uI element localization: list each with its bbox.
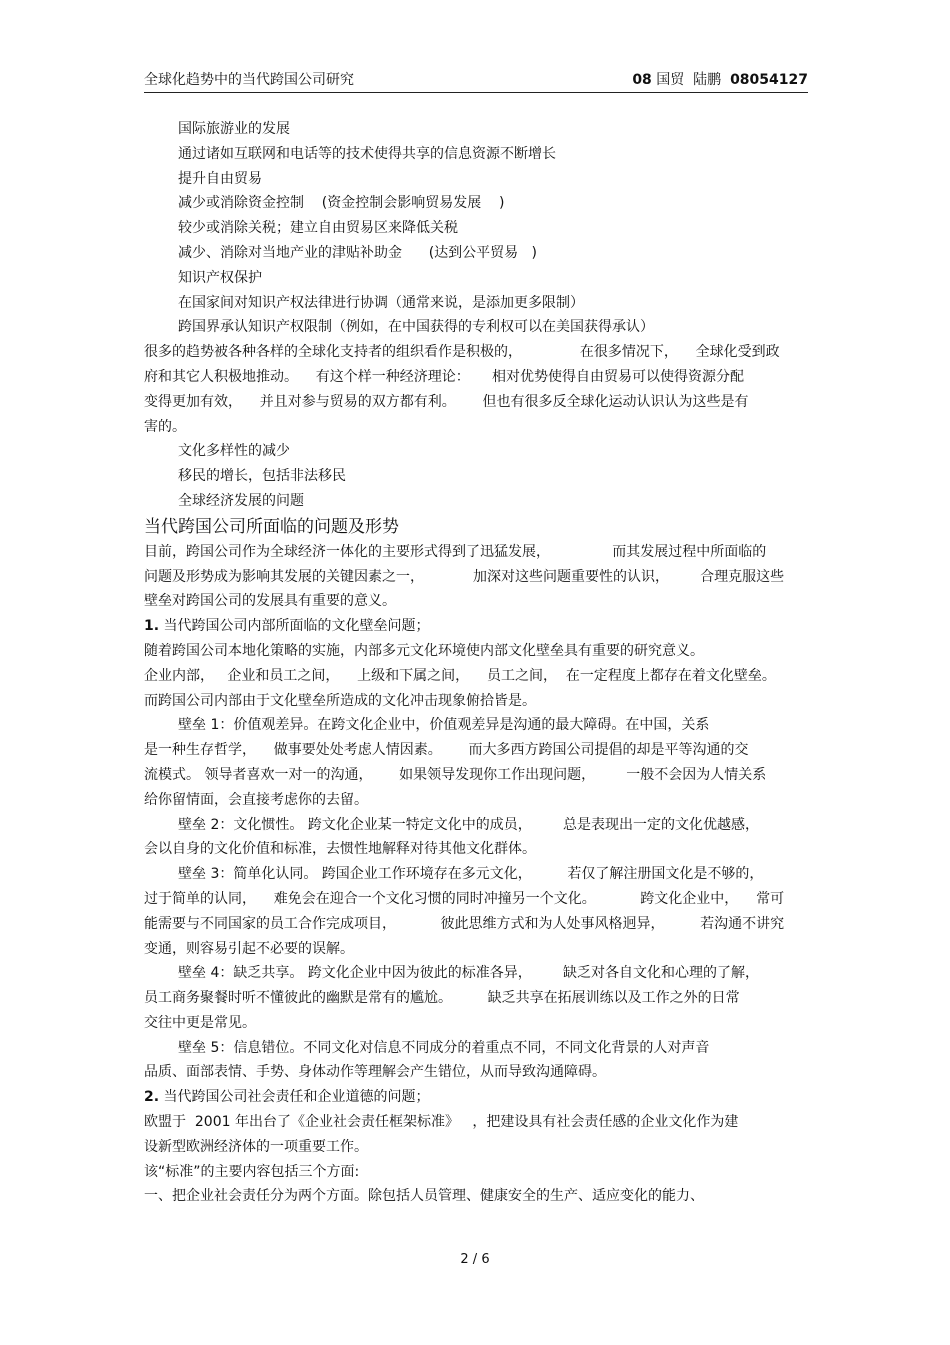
student-id: 08054127 xyxy=(730,72,808,88)
page-number: 2 / 6 xyxy=(460,1252,490,1267)
paragraph-line: 欧盟于 2001 年出台了《企业社会责任框架标准》 ，把建设具有社会责任感的企业文化作为建 xyxy=(144,1114,739,1131)
bullet-line: 在国家间对知识产权法律进行协调（通常来说，是添加更多限制） xyxy=(178,294,584,311)
paragraph-line: 壁垒 4：缺乏共享。 跨文化企业中因为彼此的标准各异， 缺乏对各自文化和心理的了解， xyxy=(178,965,759,982)
paragraph-line: 随着跨国公司本地化策略的实施，内部多元文化环境使内部文化壁垒具有重要的研究意义。 xyxy=(144,642,704,659)
paragraph-line: 而跨国公司内部由于文化壁垒所造成的文化冲击现象俯拾皆是。 xyxy=(144,692,536,709)
paragraph-line: 流模式。 领导者喜欢一对一的沟通， 如果领导发现你工作出现问题， 一般不会因为人情关系 xyxy=(144,766,767,783)
subsection-title: 当代跨国公司内部所面临的文化壁垒问题； xyxy=(159,618,430,635)
paragraph-line: 设新型欧洲经济体的一项重要工作。 xyxy=(144,1138,368,1155)
paragraph-line: 员工商务聚餐时听不懂彼此的幽默是常有的尴尬。 缺乏共享在拓展训练以及工作之外的日常 xyxy=(144,990,740,1007)
subsection-heading xyxy=(144,614,814,639)
paragraph-line: 府和其它人积极地推动。 有这个样一种经济理论： 相对优势使得自由贸易可以使得资源分配 xyxy=(144,368,745,385)
page-header xyxy=(144,70,808,93)
subsection-number: 1. xyxy=(144,618,160,635)
paragraph-line: 一、把企业社会责任分为两个方面。除包括人员管理、健康安全的生产、适应变化的能力、 xyxy=(144,1188,704,1205)
bullet-line: 较少或消除关税；建立自由贸易区来降低关税 xyxy=(178,220,458,237)
paragraph-line: 壁垒 3：简单化认同。 跨国企业工作环境存在多元文化， 若仅了解注册国文化是不够的， xyxy=(178,866,764,883)
bullet-line: 文化多样性的减少 xyxy=(178,443,290,460)
bullet-line: 移民的增长，包括非法移民 xyxy=(178,468,346,485)
author-info xyxy=(632,70,808,90)
paragraph-line: 壁垒 1：价值观差异。在跨文化企业中，价值观差异是沟通的最大障碍。在中国，关系 xyxy=(178,717,710,734)
bullet-line: 跨国界承认知识产权限制（例如，在中国获得的专利权可以在美国获得承认） xyxy=(178,319,654,336)
bullet-line: 减少或消除资金控制 (资金控制会影响贸易发展 ) xyxy=(178,195,505,212)
paragraph-line: 会以自身的文化价值和标准，去惯性地解释对待其他文化群体。 xyxy=(144,841,536,858)
paragraph-line: 变得更加有效， 并且对参与贸易的双方都有利。 但也有很多反全球化运动认识认为这些是有 xyxy=(144,393,749,410)
paragraph-line: 能需要与不同国家的员工合作完成项目， 彼此思维方式和为人处事风格迥异， 若沟通不讲究 xyxy=(144,915,785,932)
paragraph-line: 壁垒对跨国公司的发展具有重要的意义。 xyxy=(144,593,396,610)
paragraph-line: 过于简单的认同， 难免会在迎合一个文化习惯的同时冲撞另一个文化。 跨文化企业中， 常可 xyxy=(144,890,785,907)
document-title: 全球化趋势中的当代跨国公司研究 xyxy=(144,72,354,88)
section-heading: 当代跨国公司所面临的问题及形势 xyxy=(144,516,399,537)
subsection-title: 当代跨国公司社会责任和企业道德的问题； xyxy=(159,1089,430,1106)
paragraph-line: 企业内部， 企业和员工之间， 上级和下属之间， 员工之间， 在一定程度上都存在着文化壁垒。 xyxy=(144,667,776,684)
paragraph-line: 问题及形势成为影响其发展的关键因素之一， 加深对这些问题重要性的认识， 合理克服这些 xyxy=(144,568,785,585)
paragraph-line: 交往中更是常见。 xyxy=(144,1014,256,1031)
class-label: 08 xyxy=(632,72,652,88)
bullet-line: 提升自由贸易 xyxy=(178,170,262,187)
document-body xyxy=(144,117,814,1209)
paragraph-line: 变通，则容易引起不必要的误解。 xyxy=(144,940,354,957)
subsection-number: 2. xyxy=(144,1089,160,1106)
paragraph-line: 该“标准”的主要内容包括三个方面: xyxy=(144,1163,360,1180)
paragraph-line: 是一种生存哲学， 做事要处处考虑人情因素。 而大多西方跨国公司提倡的却是平等沟通的交 xyxy=(144,742,749,759)
paragraph-line: 很多的趋势被各种各样的全球化支持者的组织看作是积极的， 在很多情况下， 全球化受到政 xyxy=(144,344,780,361)
paragraph-line: 目前，跨国公司作为全球经济一体化的主要形式得到了迅猛发展， 而其发展过程中所面临的 xyxy=(144,543,767,560)
subsection-heading xyxy=(144,1085,814,1110)
paragraph-line: 壁垒 2：文化惯性。 跨文化企业某一特定文化中的成员， 总是表现出一定的文化优越感， xyxy=(178,816,759,833)
author-name: 陆鹏 xyxy=(693,72,722,88)
paragraph-line: 品质、面部表情、手势、身体动作等理解会产生错位，从而导致沟通障碍。 xyxy=(144,1064,606,1081)
bullet-line: 全球经济发展的问题 xyxy=(178,492,304,509)
bullet-line: 通过诸如互联网和电话等的技术使得共享的信息资源不断增长 xyxy=(178,145,556,162)
bullet-line: 知识产权保护 xyxy=(178,269,262,286)
bullet-line: 国际旅游业的发展 xyxy=(178,121,290,137)
paragraph-line: 壁垒 5：信息错位。不同文化对信息不同成分的着重点不同，不同文化背景的人对声音 xyxy=(178,1039,710,1056)
paragraph-line: 害的。 xyxy=(144,418,186,435)
class-name: 国贸 xyxy=(656,72,685,88)
bullet-line: 减少、消除对当地产业的津贴补助金 (达到公平贸易 ) xyxy=(178,244,537,261)
paragraph-line: 给你留情面，会直接考虑你的去留。 xyxy=(144,791,368,808)
